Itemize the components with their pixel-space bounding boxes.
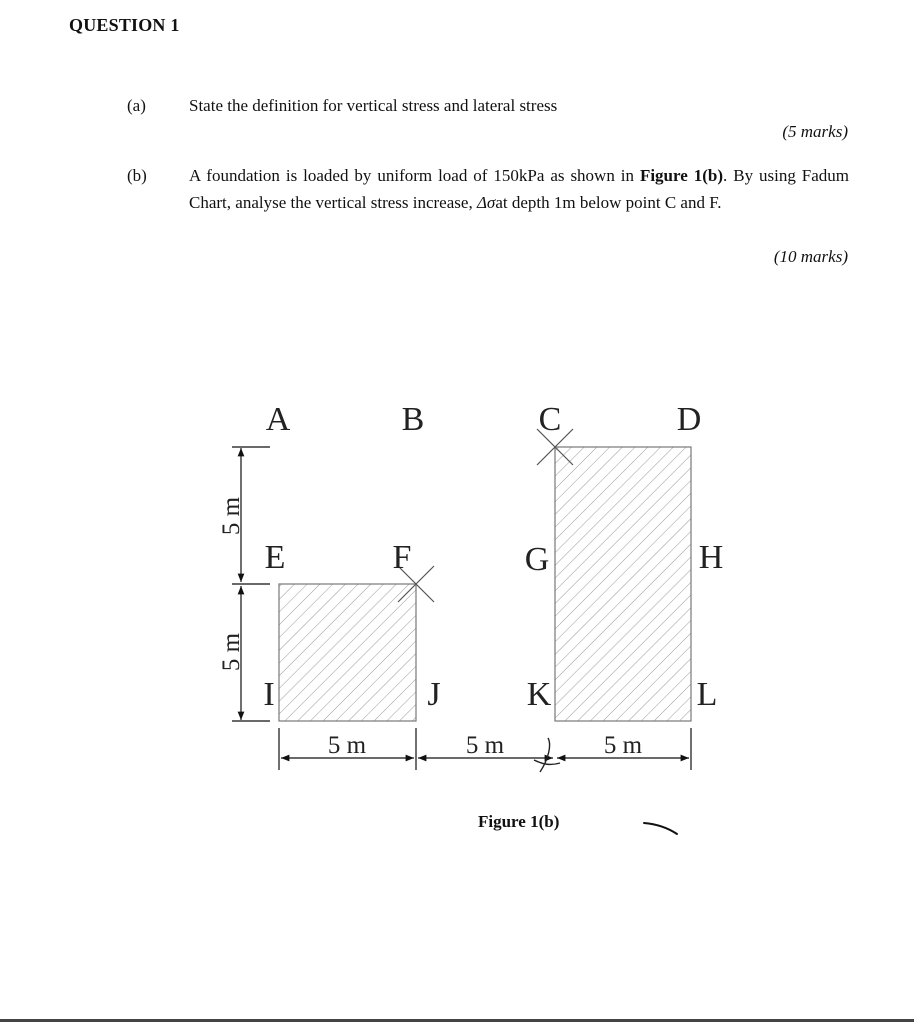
- large-foundation: [555, 447, 691, 721]
- dim-label-horizontal-2: 5 m: [465, 732, 505, 759]
- point-label-j: J: [427, 676, 441, 713]
- point-label-g: G: [524, 541, 550, 578]
- point-label-e: E: [264, 539, 286, 576]
- point-label-h: H: [698, 539, 724, 576]
- part-a-marks: (5 marks): [782, 122, 848, 141]
- dim-label-horizontal-3: 5 m: [603, 732, 643, 759]
- point-label-d: D: [676, 401, 702, 438]
- page-bottom-rule: [0, 1019, 914, 1022]
- dim-label-vertical-top: 5 m: [218, 496, 245, 536]
- question-title: QUESTION 1: [69, 15, 180, 35]
- point-label-i: I: [263, 676, 275, 713]
- dim-label-vertical-bottom: 5 m: [218, 632, 245, 672]
- point-label-c: C: [538, 401, 562, 438]
- point-label-f: F: [392, 539, 412, 576]
- point-label-k: K: [526, 676, 552, 713]
- part-b-text-3: at depth 1m below point C and F.: [495, 193, 722, 212]
- figure-caption: Figure 1(b): [478, 812, 560, 831]
- point-label-b: B: [401, 401, 425, 438]
- part-b-text-1: A foundation is loaded by uniform load of 150kPa as shown in: [189, 166, 640, 185]
- small-foundation: [279, 584, 416, 721]
- point-label-a: A: [265, 401, 291, 438]
- part-b-marks: (10 marks): [773, 247, 848, 266]
- part-b-text-2: . By using Fadum Chart, analyse the vertical stress increase,: [189, 166, 850, 212]
- foundation-figure: [0, 380, 914, 860]
- dim-label-horizontal-1: 5 m: [327, 732, 367, 759]
- figure-reference: Figure 1(b): [639, 166, 724, 185]
- part-a-label: (a): [127, 96, 146, 115]
- point-label-l: L: [696, 676, 718, 713]
- part-b-label: (b): [127, 166, 147, 185]
- part-a-text: State the definition for vertical stress and lateral stress: [189, 96, 558, 115]
- part-b-text: [189, 162, 849, 216]
- delta-sigma-symbol: Δσ: [476, 193, 496, 212]
- handwritten-mark: [534, 738, 560, 772]
- pen-stroke: [644, 823, 677, 834]
